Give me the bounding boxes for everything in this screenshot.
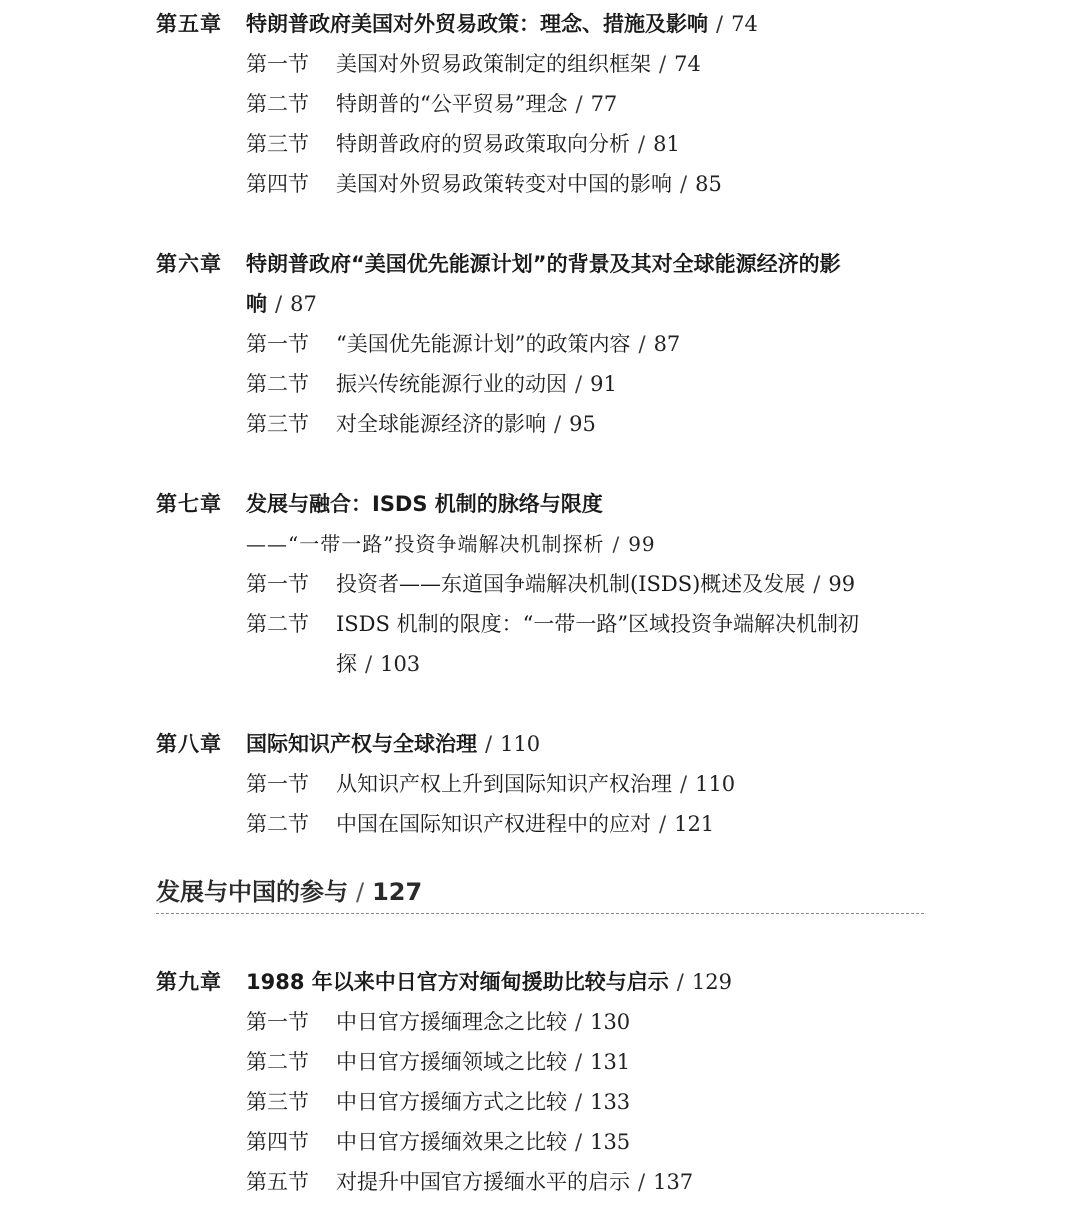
chapter-title-text: 国际知识产权与全球治理 <box>246 732 477 756</box>
section-title <box>336 564 855 604</box>
section-title <box>336 1122 630 1162</box>
section-label: 第五节 <box>246 1170 309 1194</box>
page-separator: / <box>638 132 646 156</box>
chapter-label: 第九章 <box>156 970 222 994</box>
page-separator: / <box>813 572 821 596</box>
page-separator: / <box>575 1130 583 1154</box>
section-title-text: 振兴传统能源行业的动因 <box>336 372 567 396</box>
page-number: 133 <box>590 1090 631 1114</box>
page-separator: / <box>575 372 583 396</box>
page-number: 121 <box>674 812 715 836</box>
section-title-text: 特朗普的“公平贸易”理念 <box>336 92 568 116</box>
page-number: 130 <box>590 1010 631 1034</box>
chapter-label: 第七章 <box>156 492 222 516</box>
chapter-title <box>246 724 540 764</box>
section-title <box>336 44 701 84</box>
page-number: 95 <box>569 412 596 436</box>
section-label: 第二节 <box>246 612 309 636</box>
page-separator: / <box>365 652 373 676</box>
page-separator: / <box>659 812 667 836</box>
page-number: 99 <box>828 572 856 596</box>
section-title <box>336 1162 693 1202</box>
chapter-title-continued <box>246 284 317 324</box>
section-title-text: 中日官方援缅方式之比较 <box>336 1090 567 1114</box>
section-title <box>336 1002 630 1042</box>
section-label: 第一节 <box>246 52 309 76</box>
section-title-text: 中日官方援缅领域之比较 <box>336 1050 567 1074</box>
page-separator: / <box>680 172 688 196</box>
chapter-title: 发展与融合：ISDS 机制的脉络与限度 <box>246 492 603 516</box>
section-title <box>336 1082 630 1122</box>
section-label: 第四节 <box>246 172 309 196</box>
section-label: 第三节 <box>246 412 309 436</box>
page-number: 74 <box>674 52 701 76</box>
page-separator: / <box>485 732 493 756</box>
chapter-title-text: 响 <box>246 292 267 316</box>
page-number: 127 <box>372 878 423 906</box>
section-title-text: 中日官方援缅效果之比较 <box>336 1130 567 1154</box>
section-title <box>336 364 617 404</box>
page-number: 135 <box>590 1130 631 1154</box>
page-number: 85 <box>695 172 722 196</box>
section-label: 第一节 <box>246 772 309 796</box>
dashed-divider <box>156 913 924 914</box>
section-title-text: “美国优先能源计划”的政策内容 <box>336 332 631 356</box>
section-title-continued <box>336 644 420 684</box>
page-separator: / <box>659 52 667 76</box>
page-number: 129 <box>691 970 732 994</box>
page-separator: / <box>716 12 724 36</box>
section-title: ISDS 机制的限度：“一带一路”区域投资争端解决机制初 <box>336 612 860 636</box>
page-separator: / <box>575 92 583 116</box>
page-separator: / <box>575 1050 583 1074</box>
page-separator: / <box>638 332 646 356</box>
chapter-label: 第五章 <box>156 12 222 36</box>
page-separator: / <box>612 532 621 556</box>
section-title-text: 投资者——东道国争端解决机制(ISDS)概述及发展 <box>336 572 806 596</box>
section-label: 第二节 <box>246 1050 309 1074</box>
section-title <box>336 324 680 364</box>
section-label: 第二节 <box>246 372 309 396</box>
section-title-text: 对提升中国官方援缅水平的启示 <box>336 1170 630 1194</box>
section-title-text: 对全球能源经济的影响 <box>336 412 546 436</box>
chapter-subtitle <box>246 524 656 564</box>
chapter-label: 第六章 <box>156 252 222 276</box>
page-number: 103 <box>380 652 421 676</box>
section-title-text: 探 <box>336 652 357 676</box>
section-title <box>336 764 735 804</box>
section-title-text: 特朗普政府的贸易政策取向分析 <box>336 132 630 156</box>
page-number: 74 <box>731 12 758 36</box>
chapter-subtitle-text: ——“一带一路”投资争端解决机制探析 <box>246 532 605 556</box>
section-title <box>336 1042 630 1082</box>
section-label: 第一节 <box>246 1010 309 1034</box>
page-separator: / <box>275 292 283 316</box>
section-label: 第四节 <box>246 1130 309 1154</box>
section-title-text: 美国对外贸易政策转变对中国的影响 <box>336 172 672 196</box>
section-label: 第三节 <box>246 132 309 156</box>
page-separator: / <box>575 1090 583 1114</box>
section-title <box>336 84 617 124</box>
chapter-label: 第八章 <box>156 732 222 756</box>
page-number: 87 <box>290 292 317 316</box>
page-number: 81 <box>653 132 680 156</box>
page-number: 99 <box>628 532 656 556</box>
page-number: 110 <box>500 732 541 756</box>
chapter-title-text: 特朗普政府美国对外贸易政策：理念、措施及影响 <box>246 12 708 36</box>
part-title: 发展与中国的参与 <box>156 878 348 906</box>
page-separator: / <box>356 878 365 906</box>
section-label: 第一节 <box>246 332 309 356</box>
page-separator: / <box>676 970 684 994</box>
page-separator: / <box>680 772 688 796</box>
chapter-title: 特朗普政府“美国优先能源计划”的背景及其对全球能源经济的影 <box>246 252 841 276</box>
page-separator: / <box>575 1010 583 1034</box>
chapter-title <box>246 4 758 44</box>
section-title <box>336 404 596 444</box>
section-title <box>336 804 714 844</box>
section-title <box>336 124 680 164</box>
section-title <box>336 164 722 204</box>
page-number: 137 <box>653 1170 694 1194</box>
page-number: 77 <box>590 92 618 116</box>
section-title-text: 中国在国际知识产权进程中的应对 <box>336 812 651 836</box>
section-title-text: 美国对外贸易政策制定的组织框架 <box>336 52 651 76</box>
page-number: 91 <box>590 372 617 396</box>
section-label: 第三节 <box>246 1090 309 1114</box>
chapter-title <box>246 962 732 1002</box>
page-separator: / <box>554 412 562 436</box>
section-label: 第一节 <box>246 572 309 596</box>
part-heading[interactable] <box>156 872 422 912</box>
page-number: 110 <box>695 772 736 796</box>
section-title-text: 从知识产权上升到国际知识产权治理 <box>336 772 672 796</box>
page-number: 131 <box>590 1050 631 1074</box>
section-title-text: 中日官方援缅理念之比较 <box>336 1010 567 1034</box>
page-separator: / <box>638 1170 646 1194</box>
section-label: 第二节 <box>246 92 309 116</box>
section-label: 第二节 <box>246 812 309 836</box>
chapter-title-text: 1988 年以来中日官方对缅甸援助比较与启示 <box>246 970 669 994</box>
page-number: 87 <box>653 332 681 356</box>
